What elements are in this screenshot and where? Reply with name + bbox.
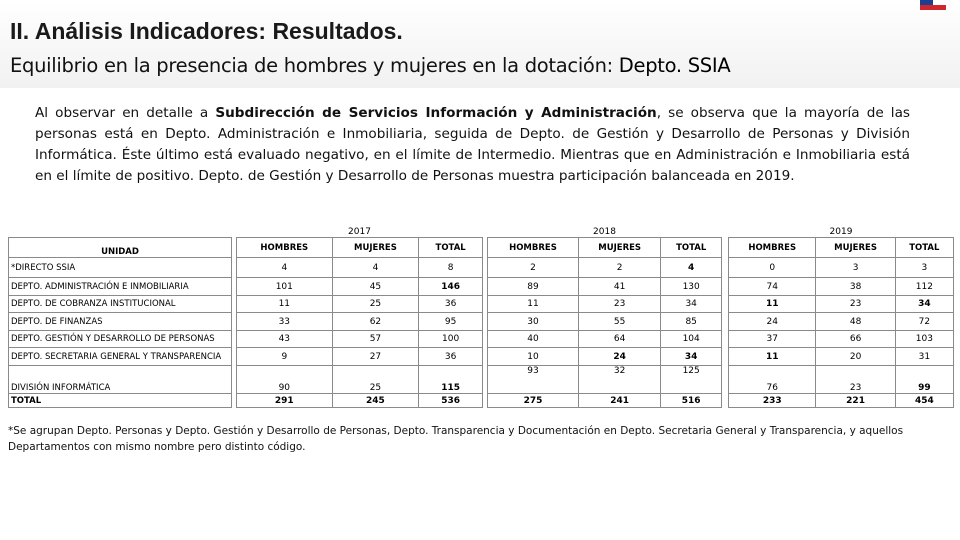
women-cell: 57 xyxy=(332,331,419,348)
total-cell: 100 xyxy=(419,331,483,348)
year-label-2019: 2019 xyxy=(829,227,853,237)
women-cell: 25 xyxy=(332,366,419,394)
table-row xyxy=(729,313,954,331)
women-cell: 38 xyxy=(816,278,895,296)
footnote: *Se agrupan Depto. Personas y Depto. Gestión y Desarrollo de Personas, Depto. Transparencia y Documentación en Depto. Secretaria General y Transparencia, y aquellos Departamentos con mismo nombre pero distinto código. xyxy=(8,425,904,453)
page-title: II. Análisis Indicadores: Resultados. xyxy=(10,18,403,44)
unit-name: DEPTO. ADMINISTRACIÓN E INMOBILIARIA xyxy=(9,278,232,296)
data-table-2017 xyxy=(236,237,483,408)
total-cell: 85 xyxy=(661,313,722,331)
men-cell: 2 xyxy=(488,258,579,278)
year-label-2017: 2017 xyxy=(348,227,371,237)
column-header: HOMBRES xyxy=(488,238,579,258)
table-row xyxy=(488,331,722,348)
table-row xyxy=(488,313,722,331)
data-table-2019 xyxy=(728,237,954,408)
unit-name: DEPTO. SECRETARIA GENERAL Y TRANSPARENCIA xyxy=(9,348,232,366)
analysis-paragraph xyxy=(35,103,910,187)
total-cell: 31 xyxy=(895,348,953,366)
column-header: HOMBRES xyxy=(729,238,816,258)
table-row xyxy=(237,366,483,394)
total-cell: 115 xyxy=(419,366,483,394)
men-cell: 24 xyxy=(729,313,816,331)
women-cell: 221 xyxy=(816,394,895,408)
total-cell: 112 xyxy=(895,278,953,296)
column-header: MUJERES xyxy=(816,238,895,258)
table-row xyxy=(9,394,232,408)
men-cell: 11 xyxy=(488,296,579,313)
table-row xyxy=(488,394,722,408)
table-row xyxy=(488,348,722,366)
table-row xyxy=(729,258,954,278)
table-row xyxy=(237,278,483,296)
table-row xyxy=(729,331,954,348)
unit-names-table xyxy=(8,237,232,408)
men-cell: 0 xyxy=(729,258,816,278)
total-cell: 8 xyxy=(419,258,483,278)
total-cell: 72 xyxy=(895,313,953,331)
women-cell: 23 xyxy=(816,296,895,313)
data-table-2018 xyxy=(487,237,722,408)
women-cell: 27 xyxy=(332,348,419,366)
unit-name: TOTAL xyxy=(9,394,232,408)
men-cell: 4 xyxy=(237,258,333,278)
paragraph-bold: Subdirección de Servicios Información y Administración xyxy=(215,105,657,121)
total-cell: 454 xyxy=(895,394,953,408)
total-cell: 104 xyxy=(661,331,722,348)
year-label-2018: 2018 xyxy=(593,227,616,237)
men-cell: 233 xyxy=(729,394,816,408)
women-cell: 64 xyxy=(578,331,660,348)
total-cell: 130 xyxy=(661,278,722,296)
total-cell: 4 xyxy=(661,258,722,278)
table-row xyxy=(9,348,232,366)
paragraph-part-2: , se observa que la mayoría de las personas está en Depto. Administración e Inmobiliaria, seguida de Depto. de Gestión y Desarrollo de Personas y División Informática. Éste último está evaluado negativo, en el límite de Intermedio. Mientras que en Administración e Inmobiliaria está en el límite de positivo. Depto. de Gestión y Desarrollo de Personas muestra participación balanceada en 2019. xyxy=(35,105,910,184)
total-cell: 146 xyxy=(419,278,483,296)
table-row xyxy=(9,278,232,296)
women-cell: 3 xyxy=(816,258,895,278)
table-row xyxy=(729,296,954,313)
paragraph-part-1: Al observar en detalle a xyxy=(35,105,216,121)
column-header: TOTAL xyxy=(661,238,722,258)
header-row xyxy=(729,238,954,258)
total-cell: 36 xyxy=(419,296,483,313)
men-cell: 74 xyxy=(729,278,816,296)
men-cell: 101 xyxy=(237,278,333,296)
unit-name: DEPTO. DE FINANZAS xyxy=(9,313,232,331)
table-row xyxy=(729,394,954,408)
header-row xyxy=(488,238,722,258)
column-header: MUJERES xyxy=(578,238,660,258)
table-row xyxy=(488,296,722,313)
table-row xyxy=(9,296,232,313)
column-header: HOMBRES xyxy=(237,238,333,258)
men-cell: 10 xyxy=(488,348,579,366)
table-row xyxy=(729,278,954,296)
table-row xyxy=(237,296,483,313)
men-cell: 40 xyxy=(488,331,579,348)
women-cell: 45 xyxy=(332,278,419,296)
table-row xyxy=(488,258,722,278)
total-cell: 3 xyxy=(895,258,953,278)
unit-name: DIVISIÓN INFORMÁTICA xyxy=(9,366,232,394)
men-cell: 37 xyxy=(729,331,816,348)
women-cell: 23 xyxy=(816,366,895,394)
women-cell: 62 xyxy=(332,313,419,331)
total-cell: 36 xyxy=(419,348,483,366)
men-cell: 11 xyxy=(729,296,816,313)
men-cell: 275 xyxy=(488,394,579,408)
header-row xyxy=(237,238,483,258)
men-cell: 76 xyxy=(729,366,816,394)
page-subtitle xyxy=(10,54,730,77)
women-cell: 41 xyxy=(578,278,660,296)
column-header: TOTAL xyxy=(419,238,483,258)
women-cell: 55 xyxy=(578,313,660,331)
total-cell: 536 xyxy=(419,394,483,408)
subtitle-dept: Depto. SSIA xyxy=(618,54,731,77)
table-row xyxy=(488,366,722,394)
table-row xyxy=(9,331,232,348)
men-cell: 11 xyxy=(237,296,333,313)
unit-header: UNIDAD xyxy=(9,238,232,258)
women-cell: 2 xyxy=(578,258,660,278)
table-row xyxy=(9,258,232,278)
table-row xyxy=(237,313,483,331)
table-row xyxy=(9,366,232,394)
total-cell: 125 xyxy=(661,366,722,394)
table-row xyxy=(237,394,483,408)
men-cell: 43 xyxy=(237,331,333,348)
women-cell: 24 xyxy=(578,348,660,366)
table-row xyxy=(237,258,483,278)
unit-name: DEPTO. GESTIÓN Y DESARROLLO DE PERSONAS xyxy=(9,331,232,348)
table-row xyxy=(729,348,954,366)
women-cell: 245 xyxy=(332,394,419,408)
chile-flag-icon xyxy=(920,0,946,10)
women-cell: 32 xyxy=(578,366,660,394)
table-row xyxy=(237,348,483,366)
total-cell: 516 xyxy=(661,394,722,408)
men-cell: 11 xyxy=(729,348,816,366)
total-cell: 34 xyxy=(661,348,722,366)
unit-name: *DIRECTO SSIA xyxy=(9,258,232,278)
table-row xyxy=(488,278,722,296)
women-cell: 241 xyxy=(578,394,660,408)
column-header: TOTAL xyxy=(895,238,953,258)
total-cell: 34 xyxy=(661,296,722,313)
total-cell: 34 xyxy=(895,296,953,313)
subtitle-main: Equilibrio en la presencia de hombres y mujeres en la dotación: xyxy=(10,54,619,77)
total-cell: 95 xyxy=(419,313,483,331)
women-cell: 4 xyxy=(332,258,419,278)
men-cell: 30 xyxy=(488,313,579,331)
women-cell: 23 xyxy=(578,296,660,313)
men-cell: 90 xyxy=(237,366,333,394)
table-row xyxy=(237,331,483,348)
men-cell: 89 xyxy=(488,278,579,296)
women-cell: 48 xyxy=(816,313,895,331)
women-cell: 66 xyxy=(816,331,895,348)
table-row xyxy=(9,313,232,331)
men-cell: 291 xyxy=(237,394,333,408)
table-row xyxy=(729,366,954,394)
men-cell: 9 xyxy=(237,348,333,366)
men-cell: 93 xyxy=(488,366,579,394)
women-cell: 25 xyxy=(332,296,419,313)
total-cell: 99 xyxy=(895,366,953,394)
column-header: MUJERES xyxy=(332,238,419,258)
women-cell: 20 xyxy=(816,348,895,366)
men-cell: 33 xyxy=(237,313,333,331)
unit-name: DEPTO. DE COBRANZA INSTITUCIONAL xyxy=(9,296,232,313)
total-cell: 103 xyxy=(895,331,953,348)
header-row xyxy=(9,238,232,258)
